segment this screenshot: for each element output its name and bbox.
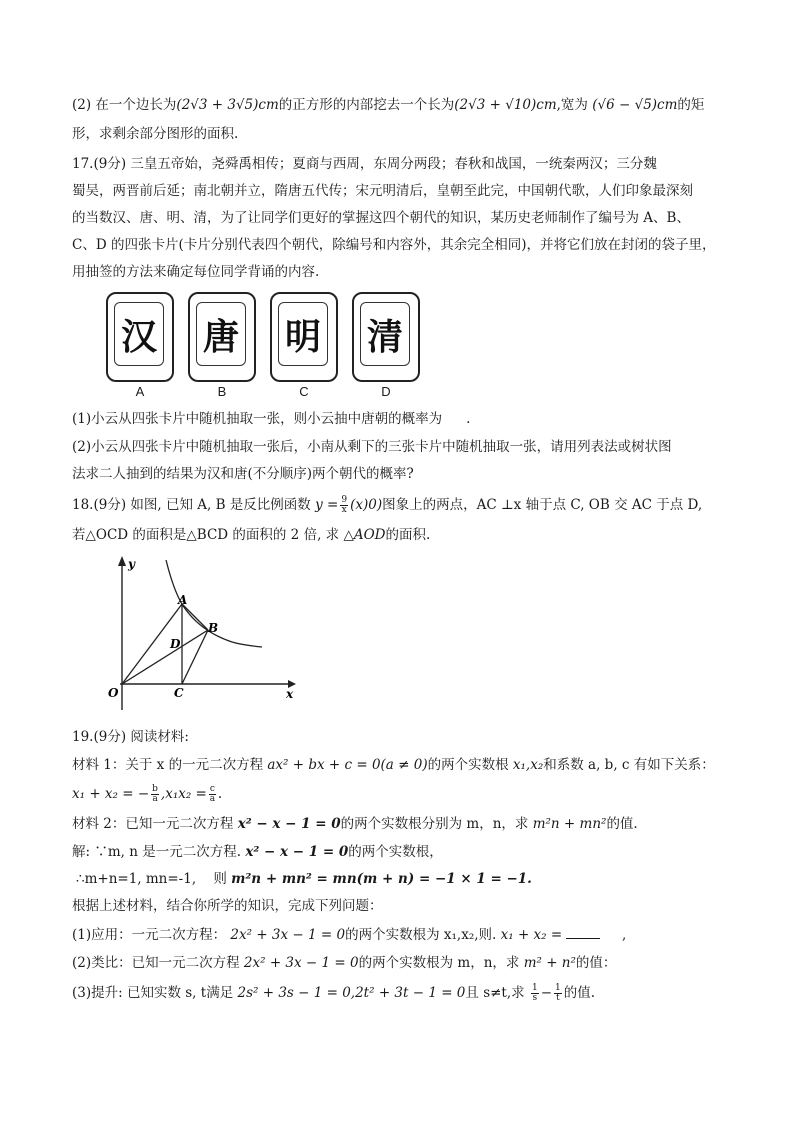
math: m² + n² <box>523 955 576 971</box>
fraction <box>531 984 539 1003</box>
math: x² − x − 1 = 0 <box>237 816 341 832</box>
segment-ab <box>182 604 208 630</box>
text: 的正方形的内部挖去一个长为 <box>278 97 455 113</box>
fraction <box>209 785 216 804</box>
frac-num: c <box>209 784 215 794</box>
frac-num: 1 <box>531 983 538 993</box>
q17-sub2-line1: (2)小云从四张卡片中随机抽取一张后，小南从剩下的三张卡片中随机抽取一张，请用列表法或树状图 <box>72 439 672 455</box>
text: 解: ∵m, n 是一元二次方程. <box>72 844 242 860</box>
q19-title: 19.(9分) 阅读材料: <box>72 729 189 745</box>
text: 材料 1：关于 x 的一元二次方程 <box>72 757 264 773</box>
q17-line: 17.(9分) 三皇五帝始，尧舜禹相传；夏商与西周，东周分两段；春秋和战国，一统秦两汉；三分魏 <box>72 156 657 172</box>
text: (3)提升: 已知实数 s, t满足 <box>72 985 234 1001</box>
text: 18.(9分) 如图, 已知 A, B 是反比例函数 <box>72 497 311 513</box>
label-c: C <box>174 686 184 700</box>
label-a: A <box>178 593 188 607</box>
card-label: D <box>381 384 391 399</box>
frac-den: s <box>532 993 538 1003</box>
text: 的值. <box>563 985 596 1001</box>
math-side: (2√3 + 3√5)cm <box>176 97 279 113</box>
card-char: 唐 <box>196 302 246 366</box>
frac-den: t <box>556 993 560 1003</box>
text: , <box>621 927 627 943</box>
card-label: B <box>217 384 227 399</box>
q19-part2 <box>72 950 732 976</box>
math: x₁,x₂ <box>512 757 544 773</box>
text: ,宽为 <box>556 97 588 113</box>
q19-solution-line1 <box>72 839 732 865</box>
text: 材料 2：已知一元二次方程 <box>72 816 234 832</box>
text: (1)应用：一元二次方程： <box>72 927 227 943</box>
q18-figure <box>102 554 302 714</box>
card-b <box>188 292 256 382</box>
q17-line: C、D 的四张卡片(卡片分别代表四个朝代，除编号和内容外，其余完全相同)，并将它们放在封闭的袋子里， <box>72 237 716 253</box>
card-c <box>270 292 338 382</box>
text: 的面积. <box>385 527 431 543</box>
math: △AOD <box>343 527 386 543</box>
frac-den: a <box>209 794 216 804</box>
card-char: 清 <box>360 302 410 366</box>
text: 则 <box>213 871 227 887</box>
math: m²n + mn² = mn(m + n) = −1 × 1 = −1. <box>231 871 532 887</box>
card-d <box>352 292 420 382</box>
q18-line1 <box>72 492 732 518</box>
q19-material1-line1 <box>72 752 732 778</box>
label-d: D <box>170 637 181 651</box>
q18-line2 <box>72 522 732 548</box>
math: (x)0) <box>350 497 383 513</box>
label-o: O <box>108 686 119 700</box>
text: 的两个实数根为 m，n，求 <box>358 955 520 971</box>
text: (2)类比：已知一元二次方程 <box>72 955 240 971</box>
frac-den: x <box>341 505 347 515</box>
math-width: (√6 − √5)cm <box>592 97 678 113</box>
q19-intro: 根据上述材料，结合你所学的知识，完成下列问题： <box>72 898 383 914</box>
math-length: (2√3 + √10)cm <box>454 97 557 113</box>
card-char: 汉 <box>114 302 164 366</box>
frac-num: b <box>152 784 158 794</box>
frac-den: a <box>152 794 158 804</box>
card-label: A <box>135 384 145 399</box>
math: y = <box>315 497 339 513</box>
q19-part1 <box>72 922 732 948</box>
text: 的两个实数根分别为 m，n，求 <box>340 816 529 832</box>
text: 的两个实数根 <box>427 757 509 773</box>
math: x₁ + x₂ = <box>500 927 563 943</box>
text: 的两个实数根为 x₁,x₂,则. <box>345 927 497 943</box>
y-axis-arrow <box>118 556 126 566</box>
fraction <box>151 785 159 804</box>
q19-material2 <box>72 811 732 837</box>
q16-part2-line1 <box>72 92 732 118</box>
answer-blank[interactable] <box>566 924 600 939</box>
math: x₁ + x₂ = − <box>72 786 150 802</box>
math: ,x₁x₂ = <box>160 786 207 802</box>
text: 的两个实数根， <box>348 844 443 860</box>
q19-solution-line2 <box>72 866 732 892</box>
q17-line: 蜀吴，两晋前后延；南北朝并立，隋唐五代传；宋元明清后，皇朝至此完，中国朝代歌，人们印象最深刻 <box>72 183 693 199</box>
text: ∴m+n=1, mn=-1, <box>76 871 197 887</box>
frac-num: 1 <box>555 983 561 993</box>
text: 若△OCD 的面积是△BCD 的面积的 2 倍, 求 <box>72 527 340 543</box>
math: ax² + bx + c = 0(a ≠ 0) <box>267 757 428 773</box>
text: − <box>540 985 552 1001</box>
card-label: C <box>299 384 309 399</box>
q17-sub2-line2: 法求二人抽到的结果为汉和唐(不分顺序)两个朝代的概率? <box>72 466 414 482</box>
text: . <box>217 786 223 802</box>
math: x² − x − 1 = 0 <box>245 844 349 860</box>
math: 2s² + 3s − 1 = 0,2t² + 3t − 1 = 0 <box>237 985 466 1001</box>
label-b: B <box>208 621 219 635</box>
text: 的矩 <box>677 97 705 113</box>
text: (2) 在一个边长为 <box>72 97 177 113</box>
q19-material1-line2 <box>72 781 732 807</box>
q16-part2-line2: 形，求剩余部分图形的面积. <box>72 126 239 142</box>
card-a <box>106 292 174 382</box>
text: 图象上的两点，AC ⊥x 轴于点 C, OB 交 AC 于点 D, <box>382 497 703 513</box>
fraction <box>340 496 348 515</box>
frac-num: 9 <box>341 495 348 505</box>
card-char: 明 <box>278 302 328 366</box>
q17-line: 的当数汉、唐、明、清，为了让同学们更好的掌握这四个朝代的知识，某历史老师制作了编号为 A、B、 <box>72 210 690 226</box>
label-y: y <box>128 557 135 571</box>
q19-part3 <box>72 980 732 1006</box>
q17-line: 用抽签的方法来确定每位同学背诵的内容. <box>72 264 320 280</box>
math: m²n + mn² <box>532 816 607 832</box>
label-x: x <box>286 687 294 701</box>
text: 的值. <box>606 816 638 832</box>
math: 2x² + 3x − 1 = 0 <box>243 955 359 971</box>
math: 2x² + 3x − 1 = 0 <box>230 927 346 943</box>
text: 的值： <box>575 955 617 971</box>
q17-sub1 <box>72 406 732 432</box>
text: 和系数 a, b, c 有如下关系： <box>543 757 715 773</box>
text: (1)小云从四张卡片中随机抽取一张，则小云抽中唐朝的概率为 <box>72 411 443 427</box>
text: 且 s≠t,求 <box>465 985 525 1001</box>
text: . <box>466 411 471 427</box>
fraction <box>554 984 562 1003</box>
